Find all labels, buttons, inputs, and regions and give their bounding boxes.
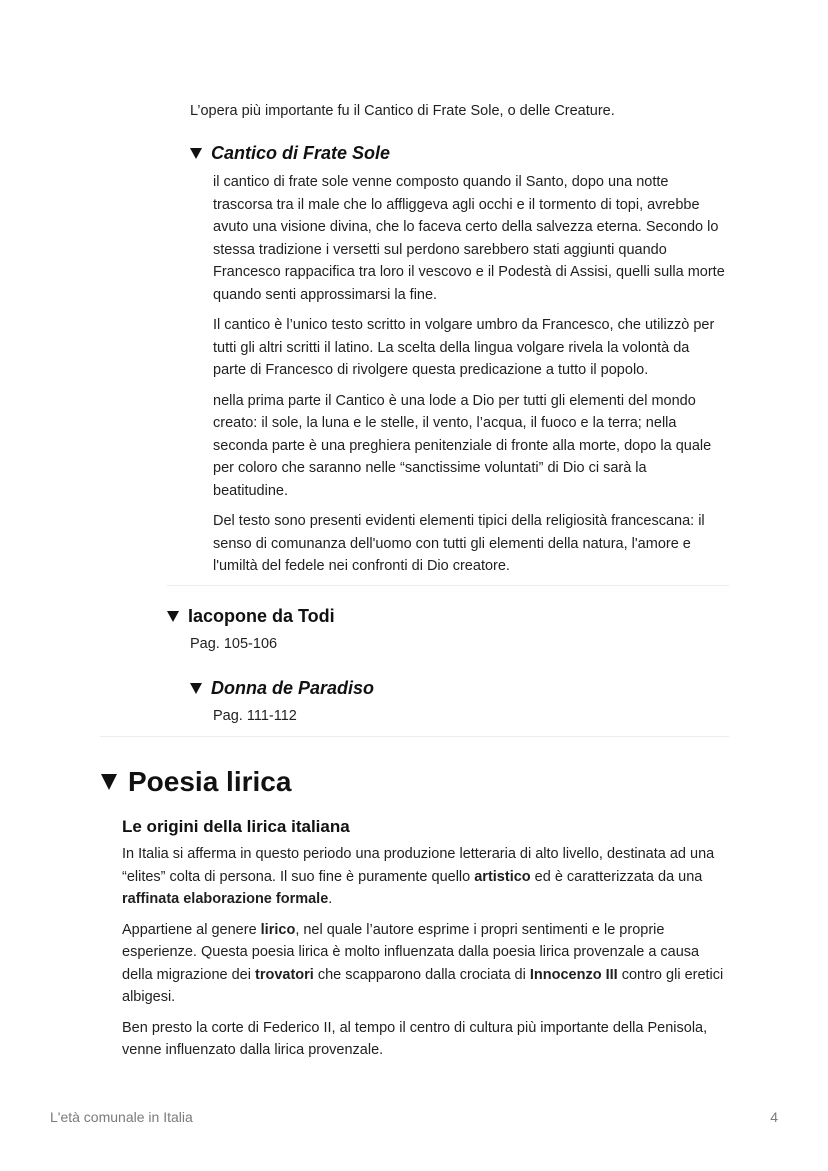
iacopone-toggle[interactable] — [167, 605, 727, 627]
bold-text: raffinata elaborazione formale — [122, 891, 329, 907]
bold-text: artistico — [474, 868, 531, 885]
page-number: 4 — [770, 1109, 778, 1125]
cantico-paragraph: il cantico di frate sole venne composto quando il Santo, dopo una notte trascorsa tra il male che lo affliggeva agli occhi e il tormento di topi, avrebbe avuto una visione divina, che lo faceva certo della salvezza eterna. Secondo lo stessa tradizione i versetti sul perdono sarebbero stati aggiunti quando Francesco rappacifica tra loro il vescovo e il Podestà di Assisi, quelli sulla morte quando senti approssimarsi la fine. — [213, 174, 725, 303]
text-run: , nel quale l’autore esprime i propri sentimenti e le proprie esperienze. Questa poesia lirica è molto influenzata dalla poesia lirica provenzale a causa della migrazione dei — [122, 921, 700, 983]
poesia-heading: Poesia lirica — [128, 766, 292, 797]
text-run: che scapparono dalla crociata di — [313, 966, 530, 983]
text-run: . — [328, 891, 333, 907]
intro-text: L’opera più importante fu il Cantico di Frate Sole, o delle Creature. — [190, 103, 615, 119]
bold-text: trovatori — [255, 966, 314, 983]
lirica-paragraph — [122, 919, 732, 1009]
text-run: contro gli eretici albigesi. — [122, 966, 724, 1005]
page-footer — [50, 1109, 778, 1125]
cantico-paragraph: Il cantico è l’unico testo scritto in volgare umbro da Francesco, che utilizzò per tutti gli altri scritti il latino. La scelta della lingua volgare rivela la volontà da parte di Francesco di rivolgere questa predicazione a tutto il popolo. — [213, 317, 715, 378]
donna-heading: Donna de Paradiso — [211, 677, 375, 698]
cantico-paragraph: nella prima parte il Cantico è una lode a Dio per tutti gli elementi del mondo creato: il sole, la luna e le stelle, il vento, l’acqua, il fuoco e la terra; nella seconda parte è una preghiera penitenziale di fronte alla morte, dopo la quale per coloro che saranno nelle “sanctissime voluntati” di Dio ci sarà la beatitudine. — [213, 392, 712, 499]
iacopone-heading: Iacopone da Todi — [188, 605, 335, 626]
triangle-down-icon[interactable] — [101, 774, 117, 790]
cantico-toggle[interactable] — [190, 143, 730, 163]
text-run: ed è caratterizzata da una — [530, 868, 703, 885]
lirica-subheading: Le origini della lirica italiana — [122, 817, 350, 836]
footer-title: L'età comunale in Italia — [50, 1109, 193, 1125]
lirica-paragraph — [122, 843, 732, 911]
divider — [100, 736, 729, 737]
lirica-section — [122, 817, 732, 1070]
cantico-body — [213, 171, 725, 578]
cantico-heading: Cantico di Frate Sole — [211, 142, 391, 163]
donna-toggle-section — [190, 677, 730, 726]
poesia-toggle-section — [101, 764, 731, 800]
cantico-paragraph: Del testo sono presenti evidenti elementi tipici della religiosità francescana: il senso di comunanza dell'uomo con tutti gli elementi della natura, l'amore e l'umiltà del fedele nei confronti di Dio creatore. — [213, 513, 705, 574]
text-run: Appartiene al genere — [122, 921, 261, 938]
text-run: In Italia si afferma in questo periodo una produzione letteraria di alto livello, destinata ad una “elites” colta di persona. Il suo fine è puramente quello — [122, 846, 715, 885]
triangle-down-icon[interactable] — [167, 611, 179, 622]
cantico-toggle-section — [190, 143, 730, 586]
triangle-down-icon[interactable] — [190, 683, 202, 694]
divider — [167, 585, 729, 586]
donna-pages: Pag. 111-112 — [213, 708, 297, 724]
lirica-paragraph: Ben presto la corte di Federico II, al tempo il centro di cultura più importante della Penisola, venne influenzato dalla lirica provenzale. — [122, 1019, 708, 1058]
donna-toggle[interactable] — [190, 677, 730, 699]
poesia-toggle[interactable] — [101, 764, 731, 800]
bold-text: lirico — [260, 921, 296, 938]
triangle-down-icon[interactable] — [190, 148, 202, 159]
iacopone-toggle-section — [167, 605, 727, 654]
iacopone-pages: Pag. 105-106 — [190, 636, 278, 652]
bold-text: Innocenzo III — [529, 966, 618, 983]
